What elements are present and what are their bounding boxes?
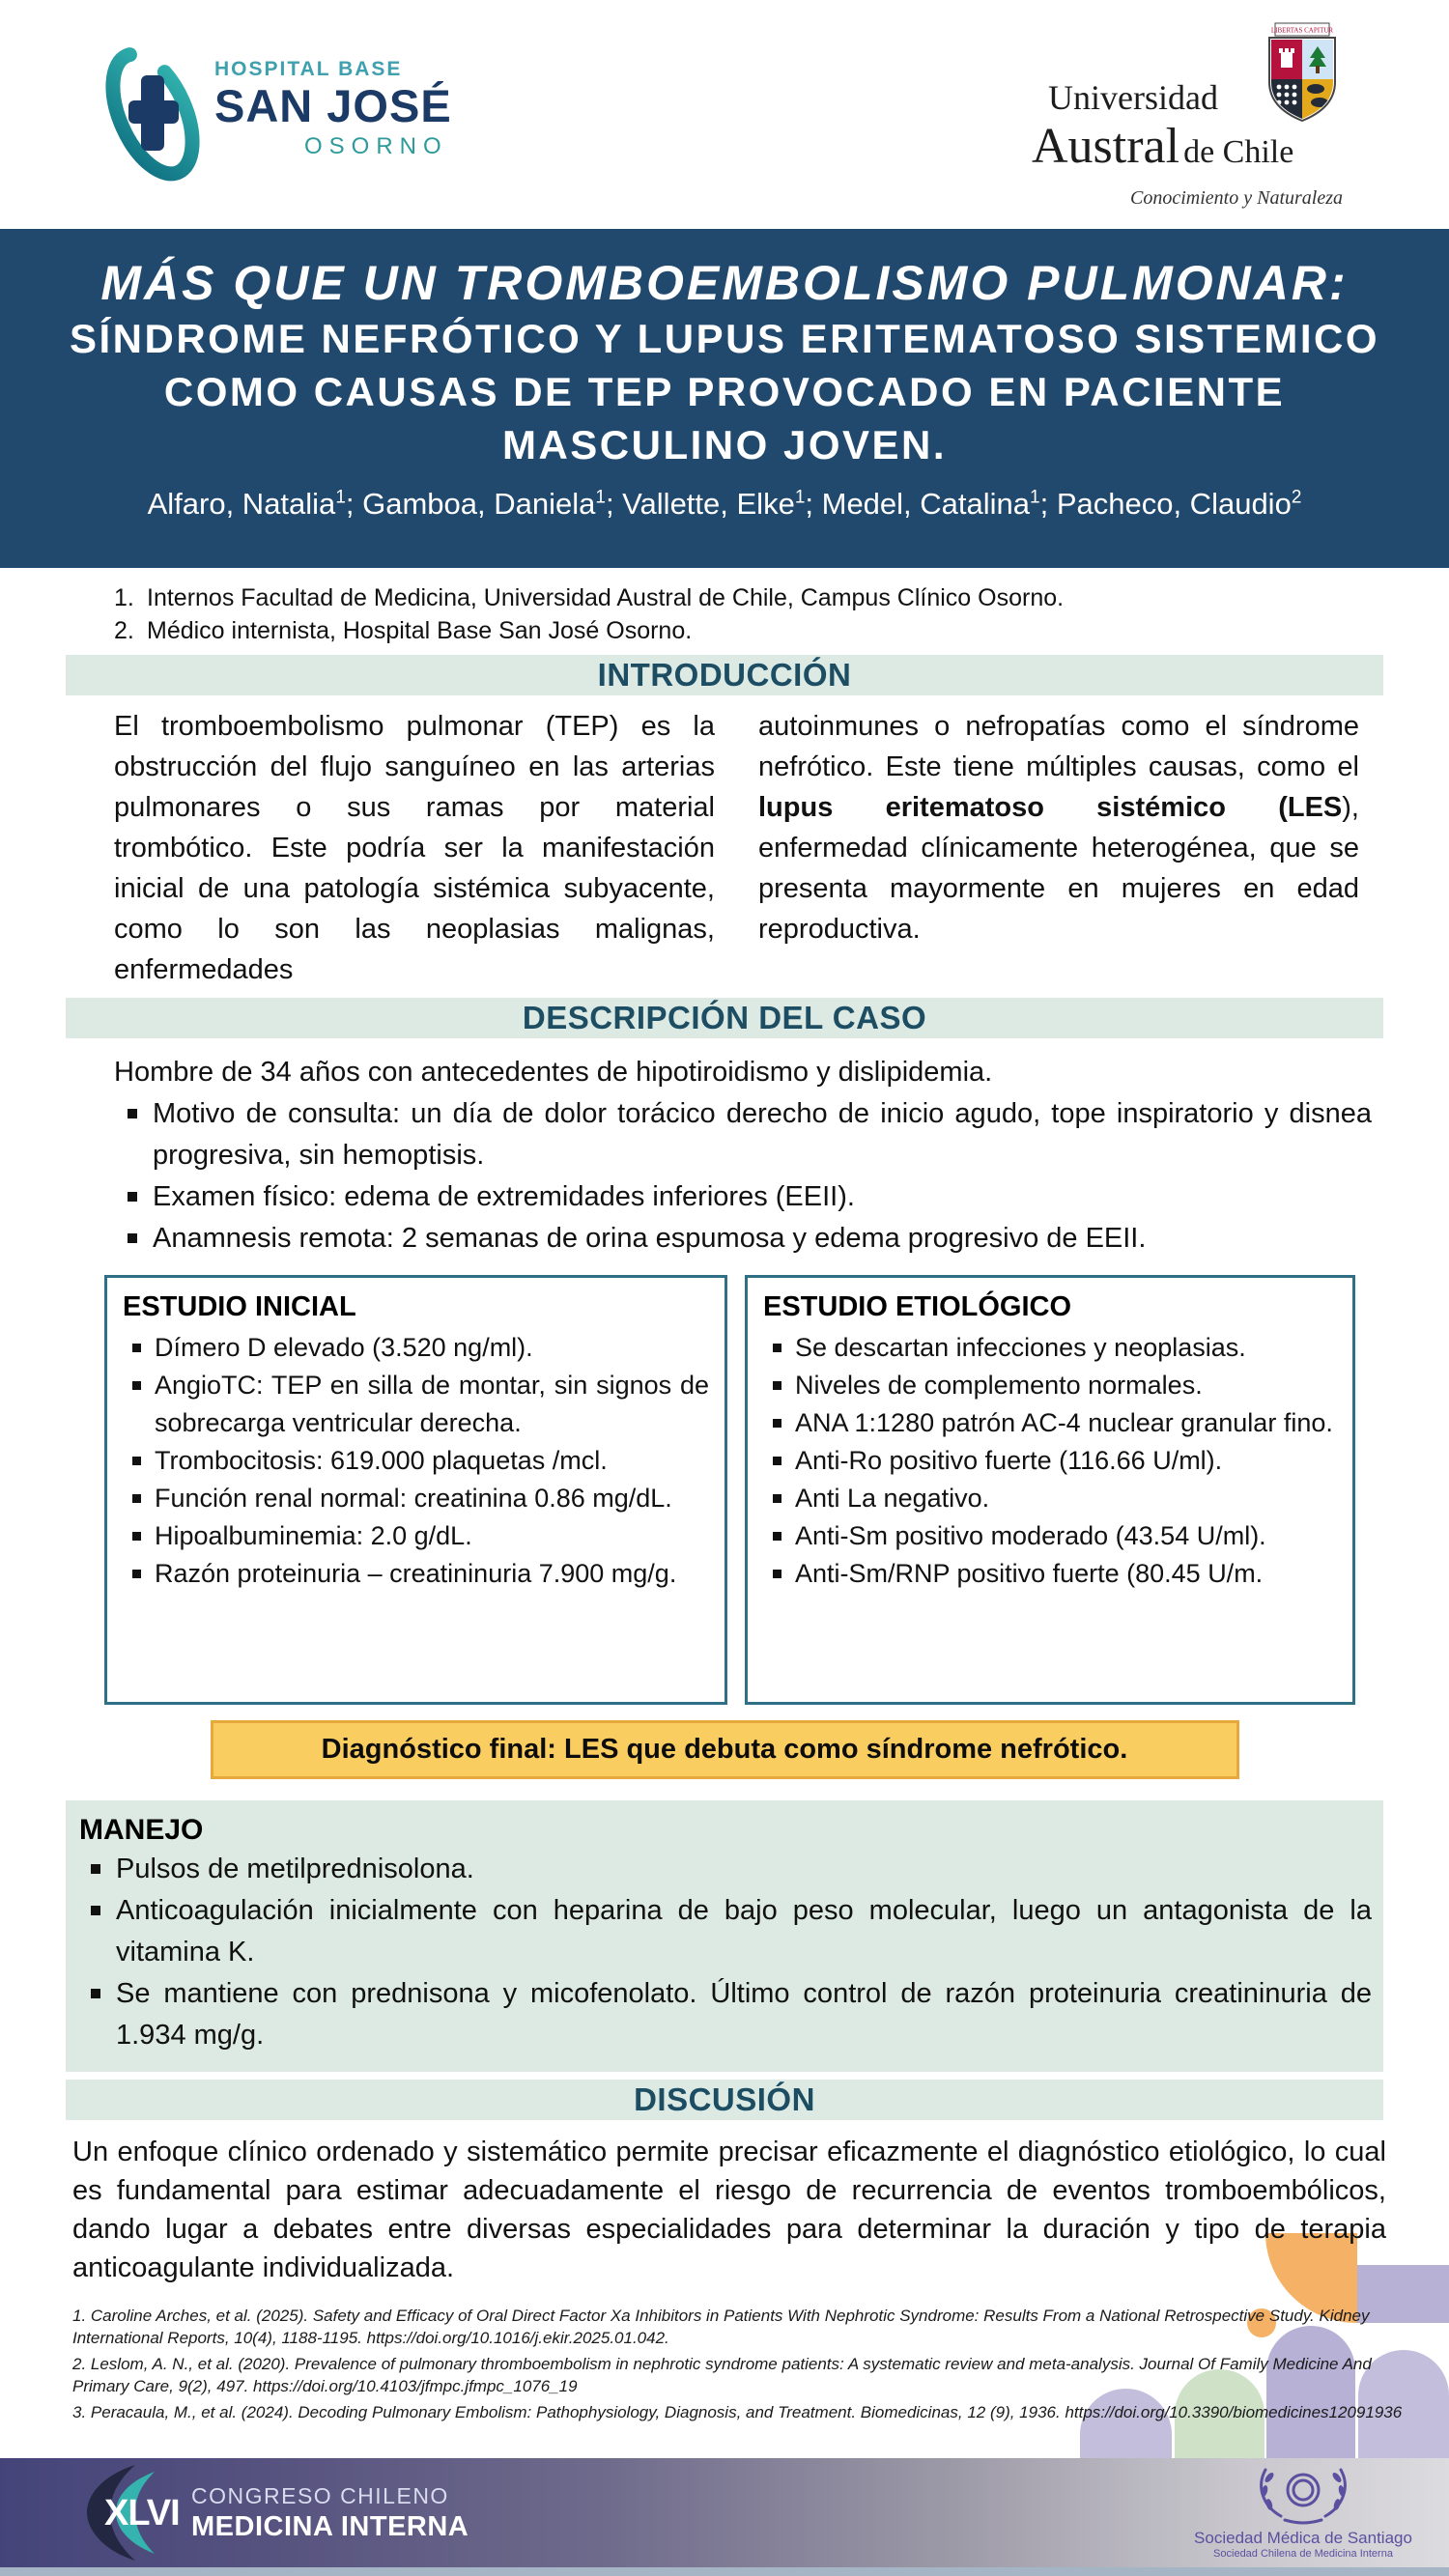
study-bullet: Anti-Sm positivo moderado (43.54 U/ml). — [763, 1517, 1337, 1555]
society-name: Sociedad Médica de Santiago — [1194, 2529, 1412, 2547]
section-band-discussion — [66, 2080, 1383, 2120]
title-band — [0, 229, 1449, 568]
references — [72, 2305, 1410, 2423]
study-boxes — [104, 1275, 1449, 1705]
affiliation-item — [114, 581, 1391, 614]
university-tagline: Conocimiento y Naturaleza — [1130, 187, 1343, 209]
bullet-marker — [128, 1233, 137, 1243]
bullet-marker — [132, 1570, 141, 1578]
university-word-2 — [1032, 118, 1293, 175]
study-bullet: Anti La negativo. — [763, 1480, 1337, 1517]
bullet-marker — [128, 1109, 137, 1118]
section-heading-discussion: DISCUSIÓN — [634, 2081, 815, 2117]
congress-logo — [75, 2463, 469, 2562]
case-bullet-text: Examen físico: edema de extremidades inferiores (EEII). — [153, 1181, 855, 1212]
hospital-name-main: SAN JOSÉ — [214, 80, 452, 131]
poster-title-line2: SÍNDROME NEFRÓTICO Y LUPUS ERITEMATOSO SISTEMICO — [69, 316, 1379, 361]
bullet-marker — [91, 1906, 100, 1915]
bullet-marker — [773, 1381, 781, 1390]
introduction-columns — [114, 706, 1359, 990]
final-diagnosis-banner: Diagnóstico final: LES que debuta como síndrome nefrótico. — [211, 1720, 1239, 1779]
bullet-marker — [773, 1457, 781, 1465]
etiologic-study-box — [745, 1275, 1355, 1705]
study-bullet: Niveles de complemento normales. — [763, 1367, 1337, 1404]
university-austral: Austral — [1032, 119, 1180, 174]
society-subname: Sociedad Chilena de Medicina Interna — [1213, 2548, 1393, 2560]
reference-item: 2. Leslom, A. N., et al. (2020). Prevalence of pulmonary thromboembolism in nephrotic syndrome patients: A systematic review and meta-analysis. Journal Of Family Medicine And Primary Care, 9(2), 497. https://doi.org/10.4103/jfmpc.jfmpc_1076_19 — [72, 2355, 1372, 2395]
study-bullet: Razón proteinuria – creatininuria 7.900 mg/g. — [123, 1555, 709, 1593]
bullet-marker — [773, 1494, 781, 1503]
hospital-swoosh-cross-icon — [104, 37, 201, 191]
hospital-logo-text — [214, 37, 452, 191]
bullet-marker — [132, 1457, 141, 1465]
management-bullet: Se mantiene con prednisona y micofenolato. Último control de razón proteinuria creatininuria de 1.934 mg/g. — [79, 1973, 1372, 2056]
bullet-marker — [132, 1532, 141, 1541]
case-lead: Hombre de 34 años con antecedentes de hipotiroidismo y dislipidemia. — [114, 1057, 993, 1088]
study-bullet: Anti-Ro positivo fuerte (116.66 U/ml). — [763, 1442, 1337, 1480]
footer — [0, 2458, 1449, 2576]
bullet-marker — [128, 1192, 137, 1202]
case-bullet — [114, 1218, 1372, 1260]
bold-term-les-full: lupus eritematoso sistémico — [758, 792, 1226, 823]
introduction-left-column: El tromboembolismo pulmonar (TEP) es la obstrucción del flujo sanguíneo en las arterias pulmonares o sus ramas por material trombótico. Este podría ser la manifestación inicial de una patología sistémica subyacente, como lo son las neoplasias malignas, enfermedades — [114, 711, 715, 985]
bold-term-les-abbr: (LES — [1278, 792, 1343, 823]
hospital-logo — [104, 37, 452, 191]
congress-crescents — [75, 2463, 182, 2562]
affiliation-number: 1. — [114, 584, 134, 611]
management-bullet: Pulsos de metilprednisolona. — [79, 1849, 1372, 1890]
footer-bottom-strip — [0, 2567, 1449, 2576]
bullet-marker — [132, 1494, 141, 1503]
footer-bar — [0, 2458, 1449, 2567]
section-heading-case: DESCRIPCIÓN DEL CASO — [522, 1000, 927, 1035]
management-section — [66, 1800, 1383, 2072]
bullet-marker — [132, 1344, 141, 1352]
society-emblem-icon — [1221, 2464, 1385, 2526]
bullet-marker — [773, 1532, 781, 1541]
poster-title-line4: MASCULINO JOVEN. — [501, 422, 948, 467]
bullet-marker — [91, 1989, 100, 1998]
affiliation-text: Médico internista, Hospital Base San José Osorno. — [147, 617, 693, 644]
bullet-marker — [132, 1381, 141, 1390]
study-bullet: Anti-Sm/RNP positivo fuerte (80.45 U/m. — [763, 1555, 1337, 1593]
bullet-marker — [773, 1419, 781, 1428]
hospital-name-top: HOSPITAL BASE — [214, 58, 403, 80]
initial-study-title: ESTUDIO INICIAL — [123, 1291, 356, 1322]
hospital-name-city: OSORNO — [304, 133, 448, 159]
congress-text — [191, 2483, 469, 2543]
society-logo — [1182, 2464, 1424, 2560]
etiologic-study-title: ESTUDIO ETIOLÓGICO — [763, 1291, 1072, 1322]
initial-study-box — [104, 1275, 727, 1705]
affiliation-text: Internos Facultad de Medicina, Universidad Austral de Chile, Campus Clínico Osorno. — [147, 584, 1065, 611]
study-bullet: Hipoalbuminemia: 2.0 g/dL. — [123, 1517, 709, 1555]
study-bullet: Dímero D elevado (3.520 ng/ml). — [123, 1329, 709, 1367]
crest-motto: LIBERTAS CAPITUR — [1270, 26, 1334, 35]
university-logo — [1005, 21, 1343, 214]
congress-roman-numeral: XLVI — [104, 2493, 180, 2534]
header — [0, 0, 1449, 229]
study-bullet: AngioTC: TEP en silla de montar, sin signos de sobrecarga ventricular derecha. — [123, 1367, 709, 1442]
case-bullet — [114, 1093, 1372, 1176]
section-heading-introduction: INTRODUCCIÓN — [597, 657, 852, 693]
study-bullet: Se descartan infecciones y neoplasias. — [763, 1329, 1337, 1367]
affiliations — [0, 568, 1449, 647]
discussion-text: Un enfoque clínico ordenado y sistemático permite precisar eficazmente el diagnóstico etiológico, lo cual es fundamental para estimar adecuadamente el riesgo de recurrencia de eventos tromboembólicos, dando lugar a debates entre diversas especialidades para determinar la duración y tipo de terapia anticoagulante individualizada. — [72, 2137, 1386, 2283]
case-bullet-text: Anamnesis remota: 2 semanas de orina espumosa y edema progresivo de EEII. — [153, 1223, 1147, 1254]
bullet-marker — [773, 1344, 781, 1352]
management-bullet: Anticoagulación inicialmente con heparina de bajo peso molecular, luego un antagonista de la vitamina K. — [79, 1890, 1372, 1973]
case-bullet — [114, 1176, 1372, 1218]
study-bullet: ANA 1:1280 patrón AC-4 nuclear granular fino. — [763, 1404, 1337, 1442]
university-de-chile: de Chile — [1183, 134, 1294, 170]
congress-line2: MEDICINA INTERNA — [191, 2510, 469, 2542]
bullet-marker — [91, 1864, 100, 1874]
congress-line1: CONGRESO CHILENO — [191, 2482, 449, 2508]
introduction-right-column: autoinmunes o nefropatías como el síndrome nefrótico. Este tiene múltiples causas, como el lupus eritematoso sistémico (LES), enfermedad clínicamente heterogénea, que se presenta mayormente en mujeres en edad reproductiva. — [758, 711, 1359, 945]
study-bullet: Trombocitosis: 619.000 plaquetas /mcl. — [123, 1442, 709, 1480]
management-title: MANEJO — [79, 1814, 204, 1846]
study-bullet: Función renal normal: creatinina 0.86 mg/dL. — [123, 1480, 709, 1517]
section-band-introduction — [66, 655, 1383, 695]
section-band-case — [66, 998, 1383, 1038]
case-bullet-text: Motivo de consulta: un día de dolor torácico derecho de inicio agudo, tope inspiratorio y disnea progresiva, sin hemoptisis. — [153, 1098, 1372, 1171]
university-crest-icon — [1260, 21, 1343, 126]
reference-item: 3. Peracaula, M., et al. (2024). Decoding Pulmonary Embolism: Pathophysiology, Diagnosis, and Treatment. Biomedicinas, 12 (9), 1936. https://doi.org/10.3390/biomedicines12091936 — [72, 2403, 1403, 2421]
bullet-marker — [773, 1570, 781, 1578]
poster-title-line3: COMO CAUSAS DE TEP PROVOCADO EN PACIENTE — [163, 369, 1286, 414]
affiliation-number: 2. — [114, 617, 134, 644]
reference-item: 1. Caroline Arches, et al. (2025). Safety and Efficacy of Oral Direct Factor Xa Inhibitors in Patients With Nephrotic Syndrome: Results From a National Retrospective Study. Kidney International Reports, 10(4), 1188-1195. https://doi.org/10.1016/j.ekir.2025.01.042. — [72, 2307, 1370, 2347]
affiliation-item — [114, 614, 1391, 647]
case-description — [114, 1052, 1372, 1260]
university-word-1: Universidad — [1048, 78, 1218, 117]
authors-line: Alfaro, Natalia$^1$; Gamboa, Daniela$^1$; Vallette, Elke$^1$; Medel, Catalina$^1$; Pacheco, Claudio$^2$ — [147, 487, 1302, 521]
poster-title-line1: MÁS QUE UN TROMBOEMBOLISMO PULMONAR: — [100, 256, 1349, 310]
